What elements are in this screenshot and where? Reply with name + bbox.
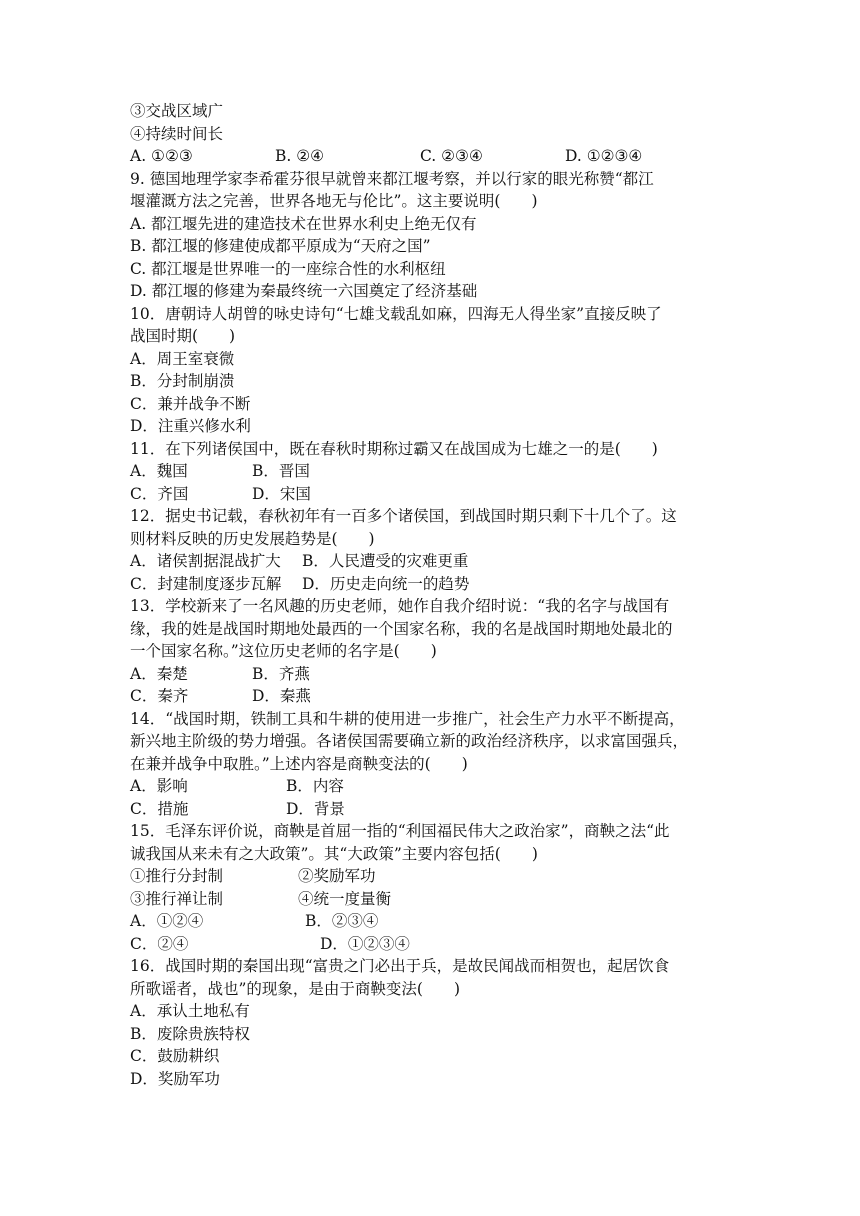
q16-option-a: A．承认土地私有: [130, 1002, 250, 1020]
q12-stem-line-2: 则材料反映的历史发展趋势是( ): [130, 529, 375, 548]
q11-option-c: C．齐国: [130, 484, 189, 503]
q11-options-row-1: [130, 460, 750, 483]
q13-option-c: C．秦齐: [130, 687, 189, 705]
q14-stem-line-3: 在兼并战争中取胜。”上述内容是商鞅变法的( ): [130, 754, 468, 773]
q12-option-d: D．历史走向统一的趋势: [302, 574, 470, 593]
q16-stem-line-2: 所歌谣者，战也”的现象，是由于商鞅变法( ): [130, 979, 461, 998]
q15-options-row-1: [130, 910, 750, 933]
q14-option-b: B．内容: [286, 777, 344, 795]
q13-options-row-1: [130, 663, 750, 686]
q10-option-b: B．分封制崩溃: [130, 372, 235, 390]
q9-option-b: B. 都江堰的修建使成都平原成为“天府之国”: [130, 237, 431, 255]
q15-option-a: A．①②④: [130, 912, 204, 930]
q15-items-row-2: [130, 888, 750, 911]
q8-option-d: D. ①②③④: [565, 147, 643, 165]
q10-stem-line-2: 战国时期( ): [130, 327, 236, 345]
q14-options-row-2: [130, 798, 750, 821]
q10-option-a: A．周王室衰微: [130, 349, 235, 368]
q14-stem-line-2: 新兴地主阶级的势力增强。各诸侯国需要确立新的政治经济秩序，以求富国强兵，: [130, 732, 689, 750]
q13-option-b: B．齐燕: [252, 664, 310, 683]
q12-option-b: B．人民遭受的灾难更重: [302, 552, 469, 570]
q15-items-row-1: [130, 865, 750, 888]
q11-stem: 11．在下列诸侯国中，既在春秋时期称过霸又在战国成为七雄之一的是( ): [130, 439, 658, 458]
q13-stem-line-3: 一个国家名称。”这位历史老师的名字是( ): [130, 642, 437, 660]
q14-option-a: A．影响: [130, 777, 188, 795]
q15-item-1: ①推行分封制: [130, 867, 224, 885]
q13-stem-line-2: 缘，我的姓是战国时期地处最西的一个国家名称，我的名是战国时期地处最北的: [130, 619, 673, 638]
q14-options-row-1: [130, 775, 750, 798]
q15-item-2: ②奖励军功: [298, 867, 376, 885]
q10-option-c: C．兼并战争不断: [130, 394, 251, 413]
q9-option-c: C. 都江堰是世界唯一的一座综合性的水利枢纽: [130, 259, 446, 278]
q15-item-4: ④统一度量衡: [298, 889, 392, 908]
q16-option-c: C．鼓励耕织: [130, 1047, 220, 1065]
q15-stem-line-2: 诚我国从来未有之大政策”。其“大政策”主要内容包括( ): [130, 844, 538, 863]
q12-options-row-1: [130, 550, 750, 573]
q14-option-c: C．措施: [130, 799, 189, 818]
exam-page: [130, 100, 750, 1090]
q8-item-4: ④持续时间长: [130, 124, 224, 143]
q13-options-row-2: [130, 685, 750, 708]
q15-option-c: C．②④: [130, 934, 189, 953]
q12-option-c: C．封建制度逐步瓦解: [130, 574, 282, 593]
q15-option-b: B．②③④: [305, 912, 379, 930]
q9-option-d: D. 都江堰的修建为秦最终统一六国奠定了经济基础: [130, 282, 478, 300]
q14-stem-line-1: 14．“战国时期，铁制工具和牛耕的使用进一步推广，社会生产力水平不断提高，: [130, 709, 685, 728]
q12-option-a: A．诸侯割据混战扩大: [130, 552, 281, 570]
q8-option-a: A. ①②③: [130, 147, 193, 165]
q11-option-b: B．晋国: [252, 462, 310, 480]
q8-option-b: B. ②④: [275, 147, 325, 165]
q15-item-3: ③推行禅让制: [130, 889, 224, 908]
q16-option-d: D．奖励军功: [130, 1069, 220, 1088]
q11-option-d: D．宋国: [252, 484, 311, 503]
q15-options-row-2: [130, 933, 750, 956]
q16-option-b: B．废除贵族特权: [130, 1024, 250, 1043]
q9-option-a: A. 都江堰先进的建造技术在世界水利史上绝无仅有: [130, 214, 477, 233]
q8-options: [130, 145, 750, 168]
q16-stem-line-1: 16．战国时期的秦国出现“富贵之门必出于兵，是故民闻战而相贺也，起居饮食: [130, 957, 670, 975]
q8-item-3: ③交战区域广: [130, 102, 224, 120]
q8-option-c: C. ②③④: [420, 147, 483, 165]
q10-option-d: D．注重兴修水利: [130, 417, 251, 435]
q13-stem-line-1: 13．学校新来了一名风趣的历史老师，她作自我介绍时说：“我的名字与战国有: [130, 597, 670, 615]
q15-stem-line-1: 15．毛泽东评价说，商鞅是首屈一指的“利国福民伟大之政治家”，商鞅之法“此: [130, 822, 670, 840]
q14-option-d: D．背景: [286, 799, 345, 818]
q12-stem-line-1: 12．据史书记载，春秋初年有一百多个诸侯国，到战国时期只剩下十几个了。这: [130, 507, 677, 525]
q10-stem-line-1: 10．唐朝诗人胡曾的咏史诗句“七雄戈载乱如麻，四海无人得坐家”直接反映了: [130, 304, 662, 323]
q13-option-d: D．秦燕: [252, 687, 311, 705]
q12-options-row-2: [130, 573, 750, 596]
q13-option-a: A．秦楚: [130, 664, 188, 683]
q11-option-a: A．魏国: [130, 462, 188, 480]
q11-options-row-2: [130, 483, 750, 506]
q9-stem-line-1: 9. 德国地理学家李希霍芬很早就曾来都江堰考察，并以行家的眼光称赞“都江: [130, 169, 654, 188]
q15-option-d: D．①②③④: [320, 934, 410, 953]
q9-stem-line-2: 堰灌溉方法之完善，世界各地无与伦比”。这主要说明( ): [130, 192, 538, 210]
